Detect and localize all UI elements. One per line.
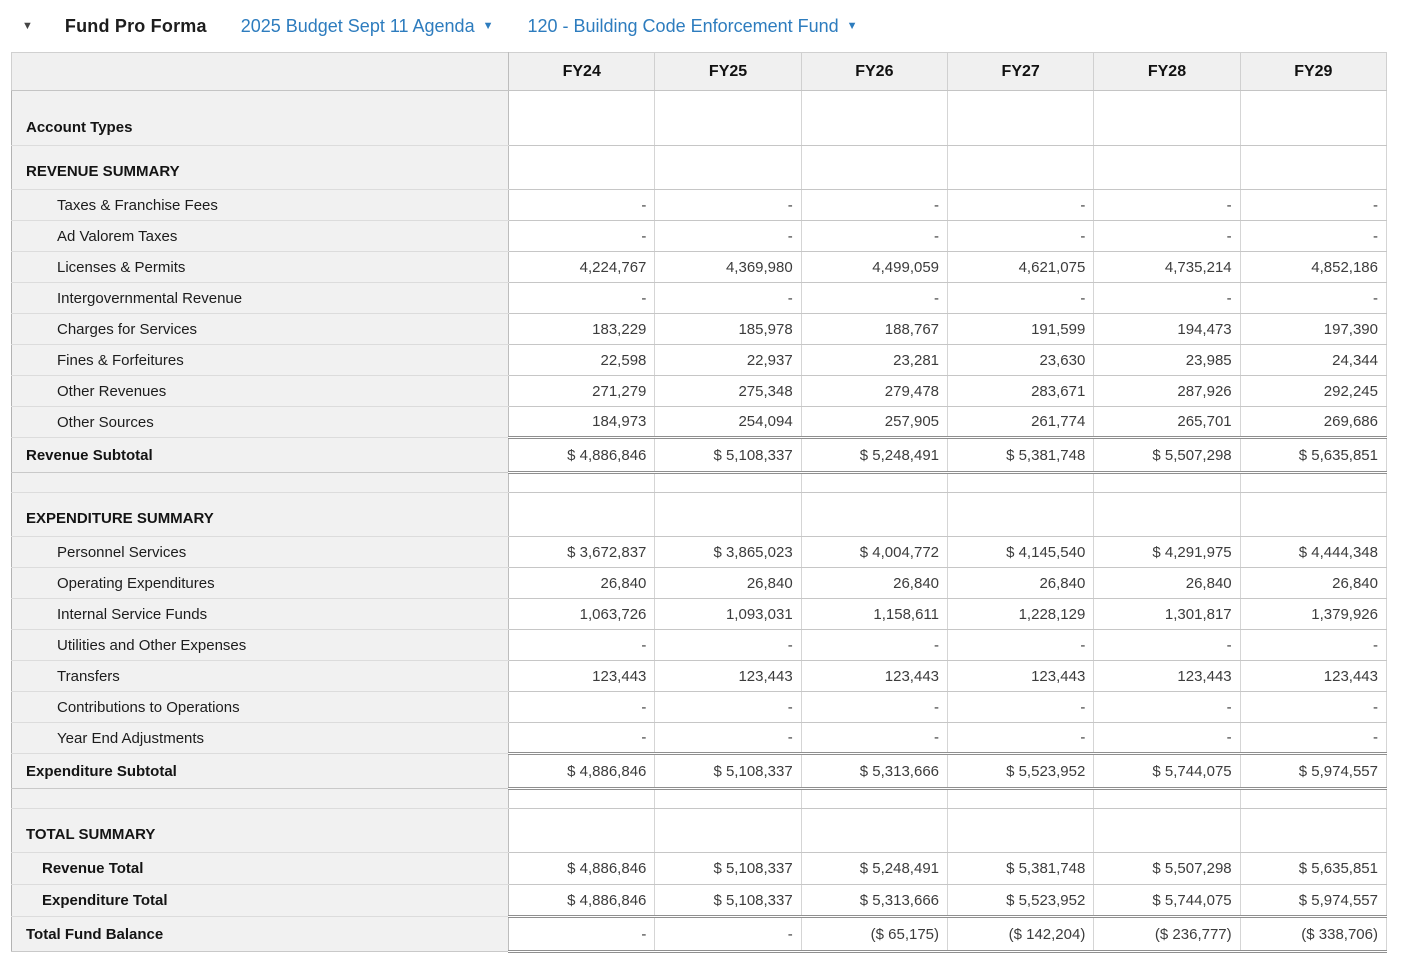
cell-value bbox=[801, 809, 947, 853]
cell-value: ($ 142,204) bbox=[948, 917, 1094, 952]
cell-value: $ 5,248,491 bbox=[801, 853, 947, 885]
corner-cell bbox=[12, 53, 509, 91]
cell-value: ($ 338,706) bbox=[1240, 917, 1386, 952]
cell-value: - bbox=[948, 630, 1094, 661]
row-label: Total Fund Balance bbox=[12, 917, 509, 952]
cell-value: - bbox=[655, 221, 801, 252]
row-label: Other Sources bbox=[12, 407, 509, 438]
table-row bbox=[12, 493, 1387, 537]
cell-value bbox=[1094, 473, 1240, 493]
cell-value bbox=[1094, 91, 1240, 146]
cell-value bbox=[801, 91, 947, 146]
cell-value: 1,379,926 bbox=[1240, 599, 1386, 630]
table-row bbox=[12, 630, 1387, 661]
cell-value: $ 5,744,075 bbox=[1094, 885, 1240, 917]
chevron-down-icon: ▼ bbox=[846, 19, 858, 32]
cell-value bbox=[509, 789, 655, 809]
cell-value bbox=[509, 146, 655, 190]
cell-value: 123,443 bbox=[1240, 661, 1386, 692]
table-row bbox=[12, 252, 1387, 283]
table-row bbox=[12, 283, 1387, 314]
budget-dropdown[interactable] bbox=[241, 16, 494, 37]
cell-value bbox=[1240, 146, 1386, 190]
cell-value: 287,926 bbox=[1094, 376, 1240, 407]
cell-value: - bbox=[801, 283, 947, 314]
table-row bbox=[12, 661, 1387, 692]
table-row bbox=[12, 885, 1387, 917]
toolbar bbox=[0, 0, 1409, 52]
column-header-fy28: FY28 bbox=[1094, 53, 1240, 91]
cell-value: - bbox=[948, 221, 1094, 252]
cell-value: 26,840 bbox=[948, 568, 1094, 599]
cell-value: - bbox=[509, 692, 655, 723]
cell-value bbox=[509, 809, 655, 853]
cell-value: $ 5,507,298 bbox=[1094, 853, 1240, 885]
cell-value: $ 5,635,851 bbox=[1240, 438, 1386, 473]
cell-value: 4,735,214 bbox=[1094, 252, 1240, 283]
table-row bbox=[12, 376, 1387, 407]
row-label: Transfers bbox=[12, 661, 509, 692]
row-label: Internal Service Funds bbox=[12, 599, 509, 630]
cell-value: ($ 65,175) bbox=[801, 917, 947, 952]
table-row bbox=[12, 809, 1387, 853]
cell-value: - bbox=[1094, 723, 1240, 754]
cell-value: - bbox=[1240, 283, 1386, 314]
cell-value: - bbox=[1094, 283, 1240, 314]
cell-value: 22,598 bbox=[509, 345, 655, 376]
cell-value: $ 5,108,337 bbox=[655, 853, 801, 885]
cell-value: 26,840 bbox=[801, 568, 947, 599]
row-label: Utilities and Other Expenses bbox=[12, 630, 509, 661]
cell-value bbox=[1094, 789, 1240, 809]
cell-value: $ 5,108,337 bbox=[655, 885, 801, 917]
column-header-fy26: FY26 bbox=[801, 53, 947, 91]
cell-value: $ 5,108,337 bbox=[655, 438, 801, 473]
cell-value: 269,686 bbox=[1240, 407, 1386, 438]
cell-value: - bbox=[509, 190, 655, 221]
cell-value: $ 5,744,075 bbox=[1094, 754, 1240, 789]
cell-value: $ 3,672,837 bbox=[509, 537, 655, 568]
cell-value: $ 4,444,348 bbox=[1240, 537, 1386, 568]
cell-value: 123,443 bbox=[948, 661, 1094, 692]
cell-value bbox=[948, 91, 1094, 146]
cell-value: - bbox=[801, 692, 947, 723]
cell-value: 23,630 bbox=[948, 345, 1094, 376]
cell-value: 1,228,129 bbox=[948, 599, 1094, 630]
row-label: Contributions to Operations bbox=[12, 692, 509, 723]
cell-value: - bbox=[1240, 190, 1386, 221]
pro-forma-table bbox=[11, 52, 1387, 953]
cell-value: 23,281 bbox=[801, 345, 947, 376]
cell-value: 194,473 bbox=[1094, 314, 1240, 345]
cell-value: - bbox=[655, 723, 801, 754]
cell-value bbox=[801, 146, 947, 190]
cell-value: - bbox=[509, 723, 655, 754]
cell-value: 191,599 bbox=[948, 314, 1094, 345]
cell-value: - bbox=[655, 190, 801, 221]
fund-dropdown[interactable] bbox=[527, 16, 857, 37]
cell-value: 275,348 bbox=[655, 376, 801, 407]
cell-value: 4,499,059 bbox=[801, 252, 947, 283]
row-label: Expenditure Total bbox=[12, 885, 509, 917]
cell-value: 123,443 bbox=[1094, 661, 1240, 692]
table-row bbox=[12, 190, 1387, 221]
row-label: Account Types bbox=[12, 91, 509, 146]
cell-value: - bbox=[1094, 692, 1240, 723]
cell-value: - bbox=[1094, 221, 1240, 252]
budget-dropdown-label: 2025 Budget Sept 11 Agenda bbox=[240, 15, 475, 36]
fund-dropdown-label: 120 - Building Code Enforcement Fund bbox=[527, 15, 839, 36]
cell-value: 4,621,075 bbox=[948, 252, 1094, 283]
cell-value: - bbox=[948, 692, 1094, 723]
table-row bbox=[12, 345, 1387, 376]
table-row bbox=[12, 723, 1387, 754]
cell-value bbox=[509, 91, 655, 146]
cell-value: 123,443 bbox=[801, 661, 947, 692]
cell-value: - bbox=[948, 723, 1094, 754]
cell-value: 4,224,767 bbox=[509, 252, 655, 283]
row-label: Personnel Services bbox=[12, 537, 509, 568]
table-row bbox=[12, 314, 1387, 345]
table-row bbox=[12, 473, 1387, 493]
cell-value: 1,093,031 bbox=[655, 599, 801, 630]
cell-value: 24,344 bbox=[1240, 345, 1386, 376]
cell-value: 183,229 bbox=[509, 314, 655, 345]
cell-value: $ 5,507,298 bbox=[1094, 438, 1240, 473]
row-label: TOTAL SUMMARY bbox=[12, 809, 509, 853]
cell-value: 257,905 bbox=[801, 407, 947, 438]
cell-value: $ 4,886,846 bbox=[509, 754, 655, 789]
cell-value bbox=[1240, 91, 1386, 146]
cell-value: 23,985 bbox=[1094, 345, 1240, 376]
cell-value bbox=[801, 789, 947, 809]
cell-value bbox=[1240, 789, 1386, 809]
cell-value bbox=[948, 473, 1094, 493]
cell-value: $ 5,108,337 bbox=[655, 754, 801, 789]
cell-value: - bbox=[1094, 190, 1240, 221]
cell-value bbox=[948, 789, 1094, 809]
cell-value bbox=[948, 493, 1094, 537]
cell-value: - bbox=[801, 221, 947, 252]
cell-value bbox=[1094, 146, 1240, 190]
cell-value: 26,840 bbox=[1240, 568, 1386, 599]
cell-value: $ 5,635,851 bbox=[1240, 853, 1386, 885]
cell-value: 188,767 bbox=[801, 314, 947, 345]
cell-value bbox=[655, 493, 801, 537]
cell-value: $ 5,313,666 bbox=[801, 885, 947, 917]
cell-value: $ 5,381,748 bbox=[948, 438, 1094, 473]
table-row bbox=[12, 754, 1387, 789]
table-row bbox=[12, 568, 1387, 599]
table-row bbox=[12, 692, 1387, 723]
cell-value: 279,478 bbox=[801, 376, 947, 407]
cell-value bbox=[1094, 809, 1240, 853]
table-row bbox=[12, 91, 1387, 146]
cell-value bbox=[509, 493, 655, 537]
cell-value: 292,245 bbox=[1240, 376, 1386, 407]
cell-value bbox=[948, 809, 1094, 853]
row-label: Other Revenues bbox=[12, 376, 509, 407]
cell-value: - bbox=[509, 283, 655, 314]
cell-value bbox=[1094, 493, 1240, 537]
table-row bbox=[12, 438, 1387, 473]
chevron-down-icon: ▼ bbox=[482, 19, 494, 32]
cell-value: 271,279 bbox=[509, 376, 655, 407]
cell-value: - bbox=[1094, 630, 1240, 661]
cell-value: $ 5,381,748 bbox=[948, 853, 1094, 885]
cell-value: 26,840 bbox=[655, 568, 801, 599]
cell-value: - bbox=[655, 630, 801, 661]
cell-value: - bbox=[801, 723, 947, 754]
table-row bbox=[12, 599, 1387, 630]
cell-value: $ 5,974,557 bbox=[1240, 885, 1386, 917]
cell-value: 265,701 bbox=[1094, 407, 1240, 438]
row-label: Operating Expenditures bbox=[12, 568, 509, 599]
row-label: Revenue Total bbox=[12, 853, 509, 885]
cell-value: 185,978 bbox=[655, 314, 801, 345]
cell-value bbox=[655, 789, 801, 809]
cell-value: 26,840 bbox=[1094, 568, 1240, 599]
row-label: Expenditure Subtotal bbox=[12, 754, 509, 789]
cell-value: ($ 236,777) bbox=[1094, 917, 1240, 952]
page-title: Fund Pro Forma bbox=[64, 15, 207, 36]
column-header-fy29: FY29 bbox=[1240, 53, 1386, 91]
cell-value: 22,937 bbox=[655, 345, 801, 376]
row-label: Fines & Forfeitures bbox=[12, 345, 509, 376]
cell-value: 1,158,611 bbox=[801, 599, 947, 630]
cell-value: - bbox=[1240, 692, 1386, 723]
cell-value: 1,063,726 bbox=[509, 599, 655, 630]
cell-value: - bbox=[655, 692, 801, 723]
table-row bbox=[12, 537, 1387, 568]
cell-value: - bbox=[509, 221, 655, 252]
table-row bbox=[12, 221, 1387, 252]
cell-value: 123,443 bbox=[509, 661, 655, 692]
cell-value bbox=[1240, 473, 1386, 493]
cell-value: 254,094 bbox=[655, 407, 801, 438]
cell-value bbox=[655, 146, 801, 190]
column-header-fy27: FY27 bbox=[948, 53, 1094, 91]
cell-value bbox=[948, 146, 1094, 190]
cell-value: $ 4,886,846 bbox=[509, 853, 655, 885]
row-label bbox=[12, 789, 509, 809]
cell-value bbox=[509, 473, 655, 493]
cell-value: 261,774 bbox=[948, 407, 1094, 438]
cell-value: - bbox=[1240, 221, 1386, 252]
cell-value: - bbox=[655, 917, 801, 952]
row-label bbox=[12, 473, 509, 493]
row-label: Ad Valorem Taxes bbox=[12, 221, 509, 252]
column-header-fy24: FY24 bbox=[509, 53, 655, 91]
cell-value: 123,443 bbox=[655, 661, 801, 692]
cell-value bbox=[655, 473, 801, 493]
row-label: Licenses & Permits bbox=[12, 252, 509, 283]
cell-value: - bbox=[1240, 630, 1386, 661]
table-row bbox=[12, 146, 1387, 190]
cell-value bbox=[801, 473, 947, 493]
table-row bbox=[12, 789, 1387, 809]
cell-value: $ 4,886,846 bbox=[509, 438, 655, 473]
cell-value: - bbox=[801, 630, 947, 661]
table-row bbox=[12, 853, 1387, 885]
cell-value: 26,840 bbox=[509, 568, 655, 599]
cell-value: $ 4,886,846 bbox=[509, 885, 655, 917]
row-label: EXPENDITURE SUMMARY bbox=[12, 493, 509, 537]
cell-value: 4,369,980 bbox=[655, 252, 801, 283]
row-label: Taxes & Franchise Fees bbox=[12, 190, 509, 221]
row-label: REVENUE SUMMARY bbox=[12, 146, 509, 190]
row-label: Revenue Subtotal bbox=[12, 438, 509, 473]
cell-value: 4,852,186 bbox=[1240, 252, 1386, 283]
cell-value bbox=[655, 809, 801, 853]
cell-value: - bbox=[948, 283, 1094, 314]
cell-value: - bbox=[509, 917, 655, 952]
cell-value: $ 5,248,491 bbox=[801, 438, 947, 473]
cell-value bbox=[1240, 493, 1386, 537]
row-label: Charges for Services bbox=[12, 314, 509, 345]
cell-value: $ 3,865,023 bbox=[655, 537, 801, 568]
cell-value: - bbox=[655, 283, 801, 314]
cell-value bbox=[655, 91, 801, 146]
cell-value: 197,390 bbox=[1240, 314, 1386, 345]
cell-value: $ 5,974,557 bbox=[1240, 754, 1386, 789]
cell-value: $ 4,004,772 bbox=[801, 537, 947, 568]
row-label: Intergovernmental Revenue bbox=[12, 283, 509, 314]
cell-value: $ 5,313,666 bbox=[801, 754, 947, 789]
collapse-report-icon[interactable]: ▼ bbox=[22, 19, 33, 32]
table-row bbox=[12, 407, 1387, 438]
cell-value: $ 5,523,952 bbox=[948, 885, 1094, 917]
cell-value: $ 5,523,952 bbox=[948, 754, 1094, 789]
cell-value: - bbox=[1240, 723, 1386, 754]
cell-value: 283,671 bbox=[948, 376, 1094, 407]
cell-value: $ 4,145,540 bbox=[948, 537, 1094, 568]
cell-value: - bbox=[801, 190, 947, 221]
cell-value: - bbox=[509, 630, 655, 661]
cell-value: - bbox=[948, 190, 1094, 221]
column-header-row bbox=[12, 53, 1387, 91]
cell-value: 184,973 bbox=[509, 407, 655, 438]
column-header-fy25: FY25 bbox=[655, 53, 801, 91]
table-row bbox=[12, 917, 1387, 952]
cell-value: $ 4,291,975 bbox=[1094, 537, 1240, 568]
cell-value bbox=[801, 493, 947, 537]
cell-value bbox=[1240, 809, 1386, 853]
row-label: Year End Adjustments bbox=[12, 723, 509, 754]
cell-value: 1,301,817 bbox=[1094, 599, 1240, 630]
